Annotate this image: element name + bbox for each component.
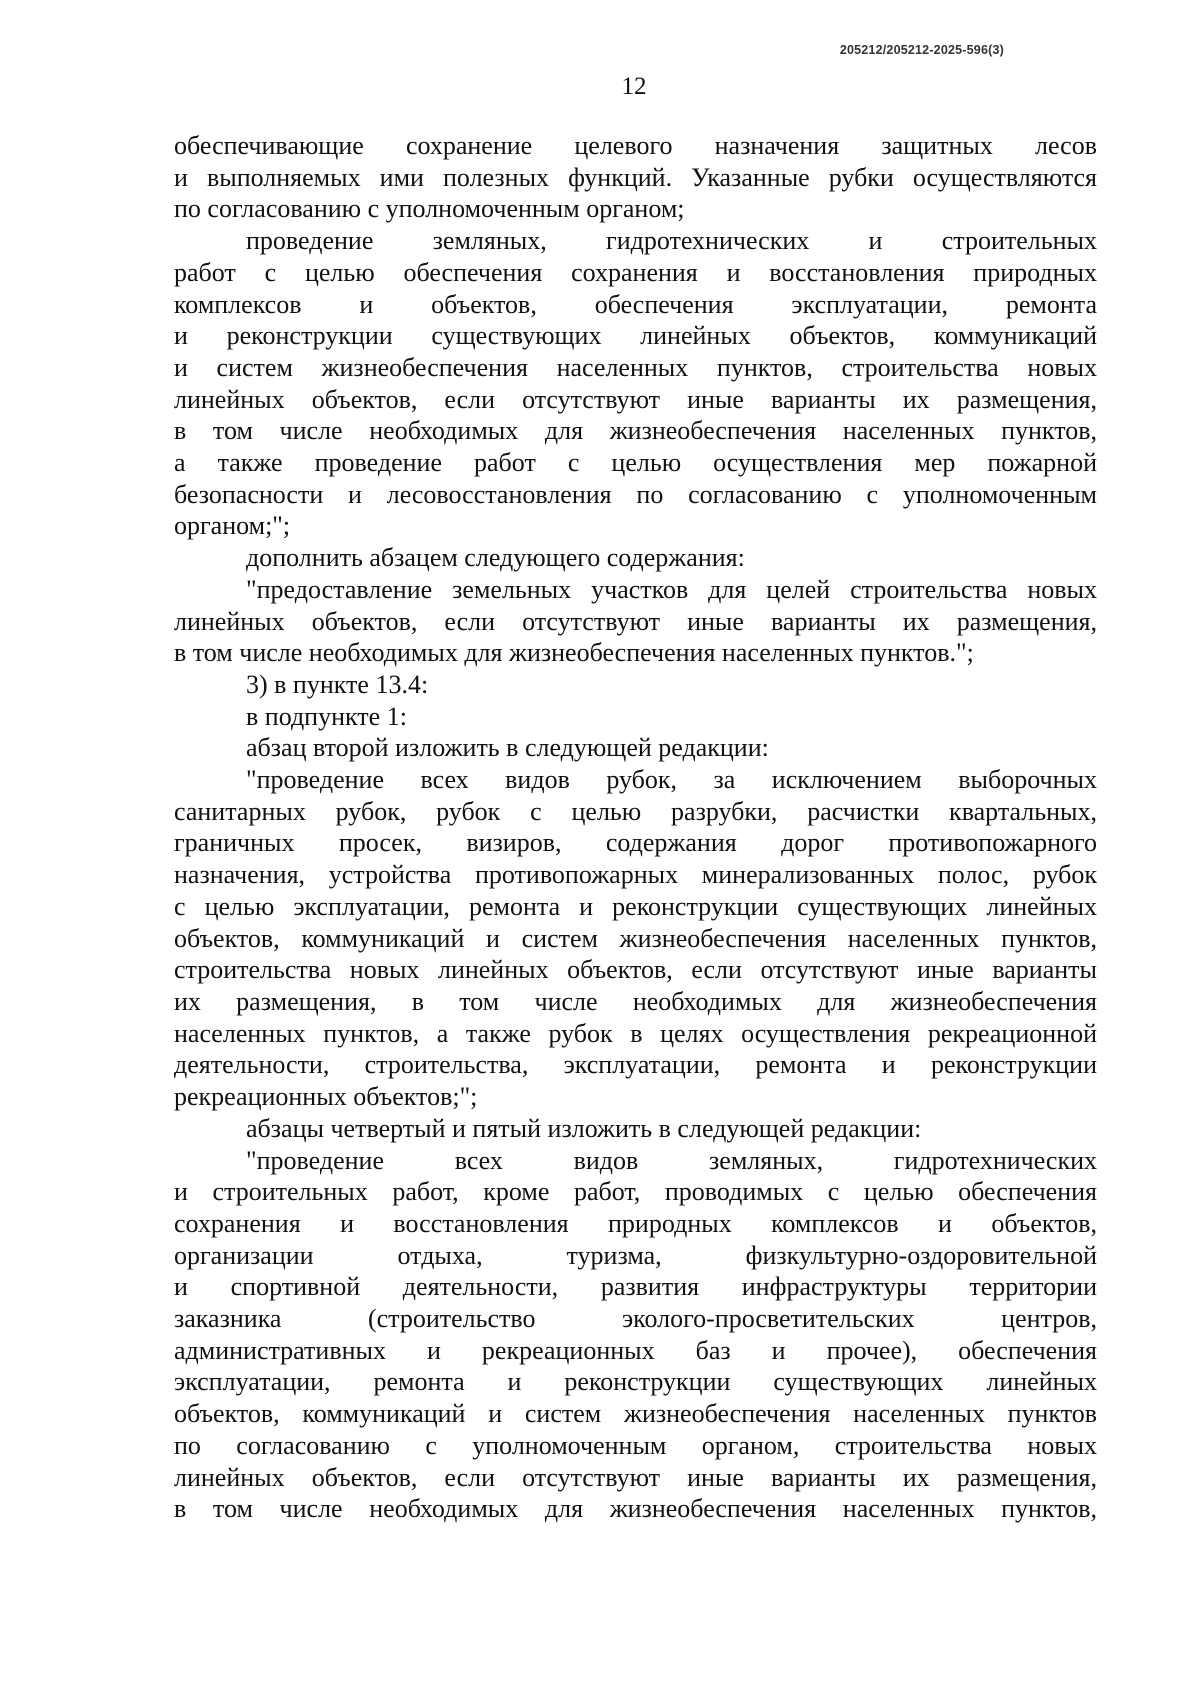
document-body <box>174 130 1097 1525</box>
text-line: по согласованию с уполномоченным органом, строительства новых <box>174 1430 1097 1460</box>
text-line: и выполняемых ими полезных функций. Указанные рубки осуществляются <box>174 162 1097 192</box>
page-number: 12 <box>621 73 647 100</box>
text-line: в том числе необходимых для жизнеобеспечения населенных пунктов, <box>174 416 1097 446</box>
text-line: комплексов и объектов, обеспечения эксплуатации, ремонта <box>174 289 1097 319</box>
text-line: "предоставление земельных участков для целей строительства новых <box>246 574 1097 604</box>
text-line: абзац второй изложить в следующей редакции: <box>246 733 769 763</box>
text-line: объектов, коммуникаций и систем жизнеобеспечения населенных пунктов <box>174 1399 1097 1429</box>
paragraph-7 <box>174 732 1097 764</box>
text-line: линейных объектов, если отсутствуют иные варианты их размещения, <box>174 384 1097 414</box>
text-line: строительства новых линейных объектов, если отсутствуют иные варианты <box>174 955 1097 985</box>
text-line: назначения, устройства противопожарных минерализованных полос, рубок <box>174 860 1097 890</box>
text-line: сохранения и восстановления природных комплексов и объектов, <box>174 1208 1097 1238</box>
text-line: административных и рекреационных баз и прочее), обеспечения <box>174 1335 1097 1365</box>
text-line: органом;"; <box>174 511 291 541</box>
text-line: и строительных работ, кроме работ, проводимых с целью обеспечения <box>174 1177 1097 1207</box>
text-line: объектов, коммуникаций и систем жизнеобеспечения населенных пунктов, <box>174 923 1097 953</box>
text-line: деятельности, строительства, эксплуатации, ремонта и реконструкции <box>174 1050 1097 1080</box>
text-line: дополнить абзацем следующего содержания: <box>246 543 745 573</box>
paragraph-1 <box>174 130 1097 225</box>
paragraph-10 <box>174 1145 1097 1525</box>
text-line: с целью эксплуатации, ремонта и реконструкции существующих линейных <box>174 891 1097 921</box>
text-line: линейных объектов, если отсутствуют иные варианты их размещения, <box>174 606 1097 636</box>
paragraph-6 <box>174 701 1097 733</box>
text-line: и систем жизнеобеспечения населенных пунктов, строительства новых <box>174 352 1097 382</box>
text-line: и реконструкции существующих линейных объектов, коммуникаций <box>174 321 1097 351</box>
text-line: организации отдыха, туризма, физкультурно-оздоровительной <box>174 1240 1097 1270</box>
text-line: населенных пунктов, а также рубок в целях осуществления рекреационной <box>174 1018 1097 1048</box>
text-line: заказника (строительство эколого-просветительских центров, <box>174 1304 1097 1334</box>
text-line: абзацы четвертый и пятый изложить в следующей редакции: <box>246 1113 922 1143</box>
paragraph-3 <box>174 542 1097 574</box>
text-line: безопасности и лесовосстановления по согласованию с уполномоченным <box>174 479 1097 509</box>
text-line: в том числе необходимых для жизнеобеспечения населенных пунктов, <box>174 1494 1097 1524</box>
text-line: их размещения, в том числе необходимых для жизнеобеспечения <box>174 986 1097 1016</box>
text-line: "проведение всех видов земляных, гидротехнических <box>246 1145 1097 1175</box>
text-line: и спортивной деятельности, развития инфраструктуры территории <box>174 1272 1097 1302</box>
text-line: эксплуатации, ремонта и реконструкции существующих линейных <box>174 1367 1097 1397</box>
text-line: рекреационных объектов;"; <box>174 1082 478 1112</box>
text-line: а также проведение работ с целью осуществления мер пожарной <box>174 448 1097 478</box>
text-line: работ с целью обеспечения сохранения и восстановления природных <box>174 257 1097 287</box>
text-line: линейных объектов, если отсутствуют иные варианты их размещения, <box>174 1462 1097 1492</box>
text-line: по согласованию с уполномоченным органом; <box>174 194 685 224</box>
text-line: 3) в пункте 13.4: <box>246 669 429 699</box>
paragraph-5 <box>174 669 1097 701</box>
text-line: в том числе необходимых для жизнеобеспечения населенных пунктов."; <box>174 638 974 668</box>
document-id: 205212/205212-2025-596(3) <box>839 43 1004 57</box>
text-line: "проведение всех видов рубок, за исключением выборочных <box>246 765 1097 795</box>
text-line: обеспечивающие сохранение целевого назначения защитных лесов <box>174 131 1097 160</box>
paragraph-9 <box>174 1113 1097 1145</box>
text-line: проведение земляных, гидротехнических и строительных <box>246 226 1097 256</box>
paragraph-8 <box>174 764 1097 1113</box>
text-line: санитарных рубок, рубок с целью разрубки, расчистки квартальных, <box>174 796 1097 826</box>
paragraph-2 <box>174 225 1097 542</box>
text-line: в подпункте 1: <box>246 701 407 731</box>
text-line: граничных просек, визиров, содержания дорог противопожарного <box>174 828 1097 858</box>
paragraph-4 <box>174 574 1097 669</box>
